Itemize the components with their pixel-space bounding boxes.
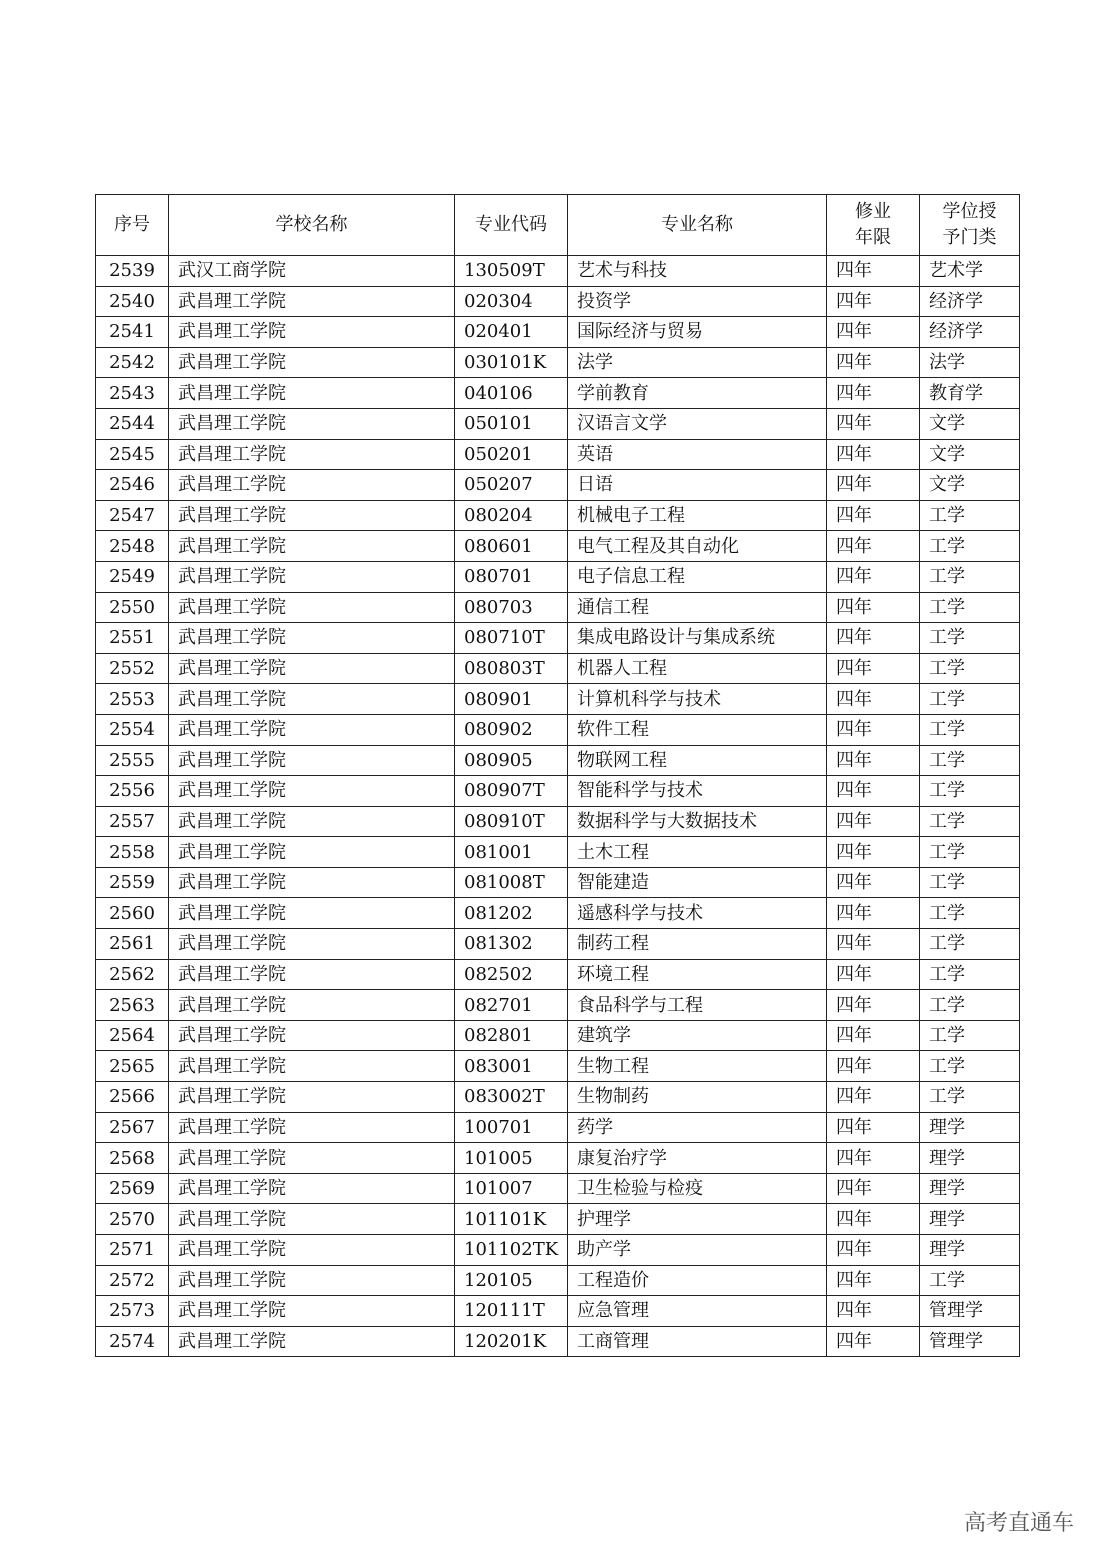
school-cell: 武昌理工学院 — [169, 837, 455, 868]
major-cell: 机械电子工程 — [568, 500, 827, 531]
school-cell: 武昌理工学院 — [169, 1112, 455, 1143]
major-cell: 集成电路设计与集成系统 — [568, 623, 827, 654]
duration-cell: 四年 — [827, 1082, 920, 1113]
index-cell: 2557 — [96, 806, 169, 837]
duration-cell: 四年 — [827, 408, 920, 439]
code-cell: 082801 — [455, 1020, 568, 1051]
school-cell: 武昌理工学院 — [169, 378, 455, 409]
index-cell: 2546 — [96, 470, 169, 501]
index-cell: 2553 — [96, 684, 169, 715]
index-cell: 2565 — [96, 1051, 169, 1082]
table-row — [96, 1204, 1020, 1235]
code-cell: 050101 — [455, 408, 568, 439]
major-cell: 药学 — [568, 1112, 827, 1143]
index-cell: 2560 — [96, 898, 169, 929]
degree-cell: 法学 — [920, 347, 1020, 378]
table-row — [96, 347, 1020, 378]
school-cell: 武昌理工学院 — [169, 286, 455, 317]
duration-cell: 四年 — [827, 867, 920, 898]
major-cell: 制药工程 — [568, 929, 827, 960]
table-row — [96, 256, 1020, 287]
table-row — [96, 806, 1020, 837]
degree-cell: 艺术学 — [920, 256, 1020, 287]
index-cell: 2570 — [96, 1204, 169, 1235]
index-cell: 2554 — [96, 714, 169, 745]
major-cell: 生物制药 — [568, 1082, 827, 1113]
code-cell: 080902 — [455, 714, 568, 745]
code-cell: 080901 — [455, 684, 568, 715]
header-degree-line2: 予门类 — [942, 227, 997, 248]
table-row — [96, 745, 1020, 776]
table-row — [96, 1082, 1020, 1113]
major-cell: 土木工程 — [568, 837, 827, 868]
table-row — [96, 1296, 1020, 1327]
code-cell: 130509T — [455, 256, 568, 287]
degree-cell: 理学 — [920, 1112, 1020, 1143]
index-cell: 2572 — [96, 1265, 169, 1296]
degree-cell: 理学 — [920, 1235, 1020, 1266]
major-cell: 应急管理 — [568, 1296, 827, 1327]
major-cell: 艺术与科技 — [568, 256, 827, 287]
major-cell: 学前教育 — [568, 378, 827, 409]
duration-cell: 四年 — [827, 347, 920, 378]
duration-cell: 四年 — [827, 898, 920, 929]
degree-cell: 工学 — [920, 745, 1020, 776]
index-cell: 2548 — [96, 531, 169, 562]
major-cell: 机器人工程 — [568, 653, 827, 684]
table-row — [96, 1326, 1020, 1357]
duration-cell: 四年 — [827, 806, 920, 837]
code-cell: 081008T — [455, 867, 568, 898]
code-cell: 050201 — [455, 439, 568, 470]
index-cell: 2569 — [96, 1173, 169, 1204]
major-cell: 汉语言文学 — [568, 408, 827, 439]
school-cell: 武昌理工学院 — [169, 990, 455, 1021]
degree-cell: 工学 — [920, 776, 1020, 807]
degree-cell: 工学 — [920, 867, 1020, 898]
school-cell: 武昌理工学院 — [169, 653, 455, 684]
code-cell: 101102TK — [455, 1235, 568, 1266]
degree-cell: 工学 — [920, 531, 1020, 562]
duration-cell: 四年 — [827, 317, 920, 348]
school-cell: 武昌理工学院 — [169, 867, 455, 898]
degree-cell: 工学 — [920, 653, 1020, 684]
code-cell: 083001 — [455, 1051, 568, 1082]
index-cell: 2541 — [96, 317, 169, 348]
duration-cell: 四年 — [827, 1020, 920, 1051]
duration-cell: 四年 — [827, 286, 920, 317]
code-cell: 020401 — [455, 317, 568, 348]
code-cell: 081202 — [455, 898, 568, 929]
table-row — [96, 439, 1020, 470]
degree-cell: 工学 — [920, 592, 1020, 623]
table-row — [96, 286, 1020, 317]
table-row — [96, 1265, 1020, 1296]
code-cell: 120105 — [455, 1265, 568, 1296]
table-row — [96, 684, 1020, 715]
school-cell: 武昌理工学院 — [169, 1173, 455, 1204]
degree-cell: 管理学 — [920, 1296, 1020, 1327]
degree-cell: 管理学 — [920, 1326, 1020, 1357]
code-cell: 080803T — [455, 653, 568, 684]
index-cell: 2542 — [96, 347, 169, 378]
duration-cell: 四年 — [827, 714, 920, 745]
code-cell: 080710T — [455, 623, 568, 654]
major-cell: 助产学 — [568, 1235, 827, 1266]
code-cell: 080907T — [455, 776, 568, 807]
table-row — [96, 653, 1020, 684]
table-row — [96, 561, 1020, 592]
index-cell: 2571 — [96, 1235, 169, 1266]
school-cell: 武昌理工学院 — [169, 1204, 455, 1235]
degree-cell: 工学 — [920, 623, 1020, 654]
header-duration-line2: 年限 — [855, 227, 891, 248]
major-cell: 投资学 — [568, 286, 827, 317]
degree-cell: 工学 — [920, 1082, 1020, 1113]
code-cell: 081302 — [455, 929, 568, 960]
code-cell: 101101K — [455, 1204, 568, 1235]
table-row — [96, 531, 1020, 562]
index-cell: 2574 — [96, 1326, 169, 1357]
degree-cell: 工学 — [920, 1265, 1020, 1296]
index-cell: 2566 — [96, 1082, 169, 1113]
index-cell: 2558 — [96, 837, 169, 868]
degree-cell: 经济学 — [920, 317, 1020, 348]
table-body — [96, 256, 1020, 1357]
majors-table — [95, 194, 1020, 1357]
header-degree — [920, 195, 1020, 256]
school-cell: 武昌理工学院 — [169, 806, 455, 837]
duration-cell: 四年 — [827, 592, 920, 623]
degree-cell: 工学 — [920, 1051, 1020, 1082]
watermark: 高考直通车 — [963, 1511, 1074, 1536]
school-cell: 武昌理工学院 — [169, 684, 455, 715]
index-cell: 2540 — [96, 286, 169, 317]
table-row — [96, 959, 1020, 990]
header-index: 序号 — [96, 195, 169, 256]
index-cell: 2552 — [96, 653, 169, 684]
table-row — [96, 317, 1020, 348]
index-cell: 2568 — [96, 1143, 169, 1174]
degree-cell: 文学 — [920, 408, 1020, 439]
duration-cell: 四年 — [827, 776, 920, 807]
code-cell: 050207 — [455, 470, 568, 501]
degree-cell: 经济学 — [920, 286, 1020, 317]
header-duration — [827, 195, 920, 256]
major-cell: 物联网工程 — [568, 745, 827, 776]
duration-cell: 四年 — [827, 1265, 920, 1296]
major-cell: 工程造价 — [568, 1265, 827, 1296]
major-cell: 护理学 — [568, 1204, 827, 1235]
major-cell: 遥感科学与技术 — [568, 898, 827, 929]
duration-cell: 四年 — [827, 990, 920, 1021]
degree-cell: 工学 — [920, 684, 1020, 715]
code-cell: 030101K — [455, 347, 568, 378]
code-cell: 080204 — [455, 500, 568, 531]
table-row — [96, 867, 1020, 898]
major-cell: 法学 — [568, 347, 827, 378]
degree-cell: 工学 — [920, 500, 1020, 531]
header-school: 学校名称 — [169, 195, 455, 256]
duration-cell: 四年 — [827, 500, 920, 531]
major-cell: 生物工程 — [568, 1051, 827, 1082]
table-row — [96, 929, 1020, 960]
code-cell: 080703 — [455, 592, 568, 623]
code-cell: 101005 — [455, 1143, 568, 1174]
degree-cell: 理学 — [920, 1173, 1020, 1204]
code-cell: 120201K — [455, 1326, 568, 1357]
index-cell: 2550 — [96, 592, 169, 623]
table-row — [96, 1051, 1020, 1082]
major-cell: 数据科学与大数据技术 — [568, 806, 827, 837]
degree-cell: 工学 — [920, 929, 1020, 960]
table-row — [96, 500, 1020, 531]
school-cell: 武昌理工学院 — [169, 1235, 455, 1266]
index-cell: 2543 — [96, 378, 169, 409]
degree-cell: 文学 — [920, 439, 1020, 470]
school-cell: 武昌理工学院 — [169, 745, 455, 776]
table-row — [96, 1112, 1020, 1143]
duration-cell: 四年 — [827, 531, 920, 562]
index-cell: 2573 — [96, 1296, 169, 1327]
code-cell: 082701 — [455, 990, 568, 1021]
degree-cell: 工学 — [920, 837, 1020, 868]
major-cell: 通信工程 — [568, 592, 827, 623]
index-cell: 2559 — [96, 867, 169, 898]
duration-cell: 四年 — [827, 561, 920, 592]
school-cell: 武昌理工学院 — [169, 317, 455, 348]
duration-cell: 四年 — [827, 256, 920, 287]
degree-cell: 工学 — [920, 959, 1020, 990]
index-cell: 2549 — [96, 561, 169, 592]
degree-cell: 工学 — [920, 990, 1020, 1021]
index-cell: 2562 — [96, 959, 169, 990]
index-cell: 2561 — [96, 929, 169, 960]
index-cell: 2545 — [96, 439, 169, 470]
school-cell: 武昌理工学院 — [169, 714, 455, 745]
code-cell: 080905 — [455, 745, 568, 776]
school-cell: 武昌理工学院 — [169, 1020, 455, 1051]
major-cell: 建筑学 — [568, 1020, 827, 1051]
duration-cell: 四年 — [827, 1296, 920, 1327]
school-cell: 武昌理工学院 — [169, 623, 455, 654]
school-cell: 武昌理工学院 — [169, 470, 455, 501]
duration-cell: 四年 — [827, 1112, 920, 1143]
school-cell: 武昌理工学院 — [169, 776, 455, 807]
school-cell: 武昌理工学院 — [169, 929, 455, 960]
index-cell: 2563 — [96, 990, 169, 1021]
header-duration-line1: 修业 — [855, 200, 891, 222]
degree-cell: 工学 — [920, 561, 1020, 592]
major-cell: 智能建造 — [568, 867, 827, 898]
school-cell: 武昌理工学院 — [169, 1082, 455, 1113]
table-row — [96, 470, 1020, 501]
code-cell: 081001 — [455, 837, 568, 868]
duration-cell: 四年 — [827, 1204, 920, 1235]
major-cell: 计算机科学与技术 — [568, 684, 827, 715]
duration-cell: 四年 — [827, 745, 920, 776]
index-cell: 2564 — [96, 1020, 169, 1051]
table-row — [96, 1020, 1020, 1051]
duration-cell: 四年 — [827, 470, 920, 501]
index-cell: 2544 — [96, 408, 169, 439]
school-cell: 武昌理工学院 — [169, 1143, 455, 1174]
duration-cell: 四年 — [827, 1143, 920, 1174]
duration-cell: 四年 — [827, 1235, 920, 1266]
code-cell: 080701 — [455, 561, 568, 592]
major-cell: 软件工程 — [568, 714, 827, 745]
school-cell: 武昌理工学院 — [169, 408, 455, 439]
major-cell: 卫生检验与检疫 — [568, 1173, 827, 1204]
duration-cell: 四年 — [827, 1173, 920, 1204]
duration-cell: 四年 — [827, 837, 920, 868]
index-cell: 2551 — [96, 623, 169, 654]
header-degree-line1: 学位授 — [942, 200, 997, 222]
major-cell: 电子信息工程 — [568, 561, 827, 592]
code-cell: 120111T — [455, 1296, 568, 1327]
table-row — [96, 714, 1020, 745]
school-cell: 武昌理工学院 — [169, 959, 455, 990]
degree-cell: 理学 — [920, 1143, 1020, 1174]
major-cell: 国际经济与贸易 — [568, 317, 827, 348]
major-cell: 英语 — [568, 439, 827, 470]
table-row — [96, 1173, 1020, 1204]
duration-cell: 四年 — [827, 439, 920, 470]
table-row — [96, 1143, 1020, 1174]
table-row — [96, 623, 1020, 654]
school-cell: 武昌理工学院 — [169, 439, 455, 470]
code-cell: 080601 — [455, 531, 568, 562]
duration-cell: 四年 — [827, 959, 920, 990]
table-row — [96, 408, 1020, 439]
table-row — [96, 1235, 1020, 1266]
major-cell: 环境工程 — [568, 959, 827, 990]
school-cell: 武昌理工学院 — [169, 1326, 455, 1357]
degree-cell: 工学 — [920, 806, 1020, 837]
duration-cell: 四年 — [827, 1051, 920, 1082]
school-cell: 武昌理工学院 — [169, 561, 455, 592]
major-cell: 智能科学与技术 — [568, 776, 827, 807]
table-row — [96, 592, 1020, 623]
header-major: 专业名称 — [568, 195, 827, 256]
major-cell: 康复治疗学 — [568, 1143, 827, 1174]
index-cell: 2555 — [96, 745, 169, 776]
school-cell: 武昌理工学院 — [169, 592, 455, 623]
index-cell: 2567 — [96, 1112, 169, 1143]
degree-cell: 理学 — [920, 1204, 1020, 1235]
degree-cell: 工学 — [920, 898, 1020, 929]
duration-cell: 四年 — [827, 684, 920, 715]
table-row — [96, 990, 1020, 1021]
index-cell: 2556 — [96, 776, 169, 807]
school-cell: 武昌理工学院 — [169, 898, 455, 929]
code-cell: 100701 — [455, 1112, 568, 1143]
table-row — [96, 837, 1020, 868]
school-cell: 武昌理工学院 — [169, 500, 455, 531]
index-cell: 2539 — [96, 256, 169, 287]
index-cell: 2547 — [96, 500, 169, 531]
table-row — [96, 378, 1020, 409]
major-cell: 日语 — [568, 470, 827, 501]
duration-cell: 四年 — [827, 653, 920, 684]
duration-cell: 四年 — [827, 1326, 920, 1357]
major-cell: 食品科学与工程 — [568, 990, 827, 1021]
school-cell: 武昌理工学院 — [169, 1296, 455, 1327]
major-cell: 电气工程及其自动化 — [568, 531, 827, 562]
table-header-row — [96, 195, 1020, 256]
degree-cell: 工学 — [920, 714, 1020, 745]
code-cell: 020304 — [455, 286, 568, 317]
code-cell: 080910T — [455, 806, 568, 837]
code-cell: 101007 — [455, 1173, 568, 1204]
code-cell: 082502 — [455, 959, 568, 990]
header-code: 专业代码 — [455, 195, 568, 256]
school-cell: 武昌理工学院 — [169, 1265, 455, 1296]
degree-cell: 文学 — [920, 470, 1020, 501]
degree-cell: 工学 — [920, 1020, 1020, 1051]
degree-cell: 教育学 — [920, 378, 1020, 409]
code-cell: 040106 — [455, 378, 568, 409]
school-cell: 武昌理工学院 — [169, 1051, 455, 1082]
duration-cell: 四年 — [827, 378, 920, 409]
school-cell: 武汉工商学院 — [169, 256, 455, 287]
table-row — [96, 898, 1020, 929]
table-row — [96, 776, 1020, 807]
duration-cell: 四年 — [827, 623, 920, 654]
school-cell: 武昌理工学院 — [169, 347, 455, 378]
duration-cell: 四年 — [827, 929, 920, 960]
school-cell: 武昌理工学院 — [169, 531, 455, 562]
code-cell: 083002T — [455, 1082, 568, 1113]
major-cell: 工商管理 — [568, 1326, 827, 1357]
